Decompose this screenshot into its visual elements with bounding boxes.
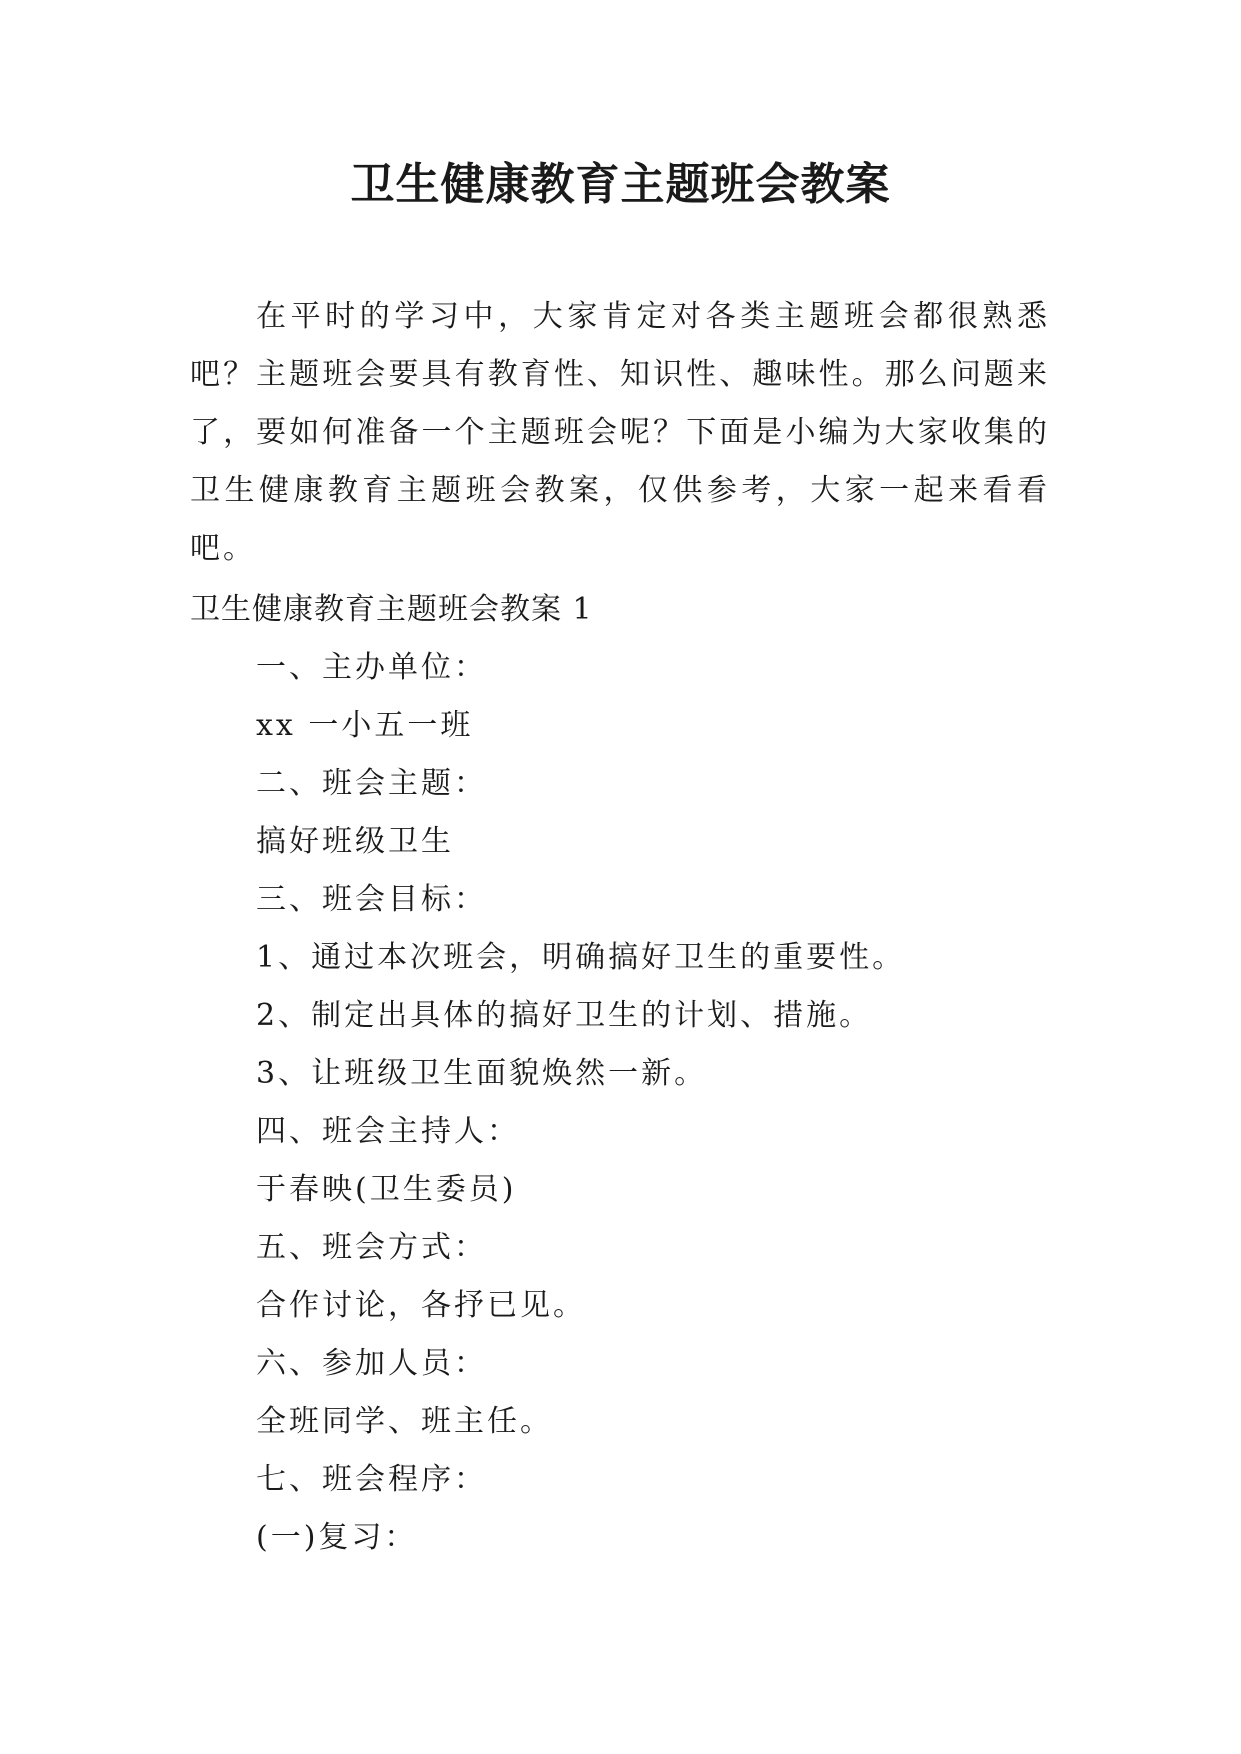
page-title: 卫生健康教育主题班会教案 (350, 159, 891, 210)
line-procedure-heading: 七、班会程序： (256, 1462, 487, 1497)
line-participants-value: 全班同学、班主任。 (256, 1404, 553, 1439)
line-goal-1: 1、通过本次班会，明确搞好卫生的重要性。 (256, 940, 906, 975)
line-organizer-heading: 一、主办单位： (256, 650, 487, 685)
line-host-value: 于春映(卫生委员) (256, 1172, 517, 1207)
section-heading: 卫生健康教育主题班会教案 1 (190, 592, 593, 627)
line-host-heading: 四、班会主持人： (256, 1114, 520, 1149)
line-goal-3: 3、让班级卫生面貌焕然一新。 (256, 1056, 708, 1091)
line-method-heading: 五、班会方式： (256, 1230, 487, 1265)
lesson-plan-lines (256, 639, 905, 1567)
line-theme-value: 搞好班级卫生 (256, 824, 454, 859)
line-procedure-step-1: (一)复习： (256, 1520, 418, 1555)
line-participants-heading: 六、参加人员： (256, 1346, 487, 1381)
line-organizer-value: xx 一小五一班 (256, 708, 474, 743)
intro-paragraph: 在平时的学习中，大家肯定对各类主题班会都很熟悉吧？主题班会要具有教育性、知识性、趣味性。那么问题来了，要如何准备一个主题班会呢？下面是小编为大家收集的卫生健康教育主题班会教案，仅供参考，大家一起来看看吧。 (190, 299, 1050, 566)
line-method-value: 合作讨论，各抒已见。 (256, 1288, 586, 1323)
line-goals-heading: 三、班会目标： (256, 882, 487, 917)
line-goal-2: 2、制定出具体的搞好卫生的计划、措施。 (256, 998, 873, 1033)
line-theme-heading: 二、班会主题： (256, 766, 487, 801)
